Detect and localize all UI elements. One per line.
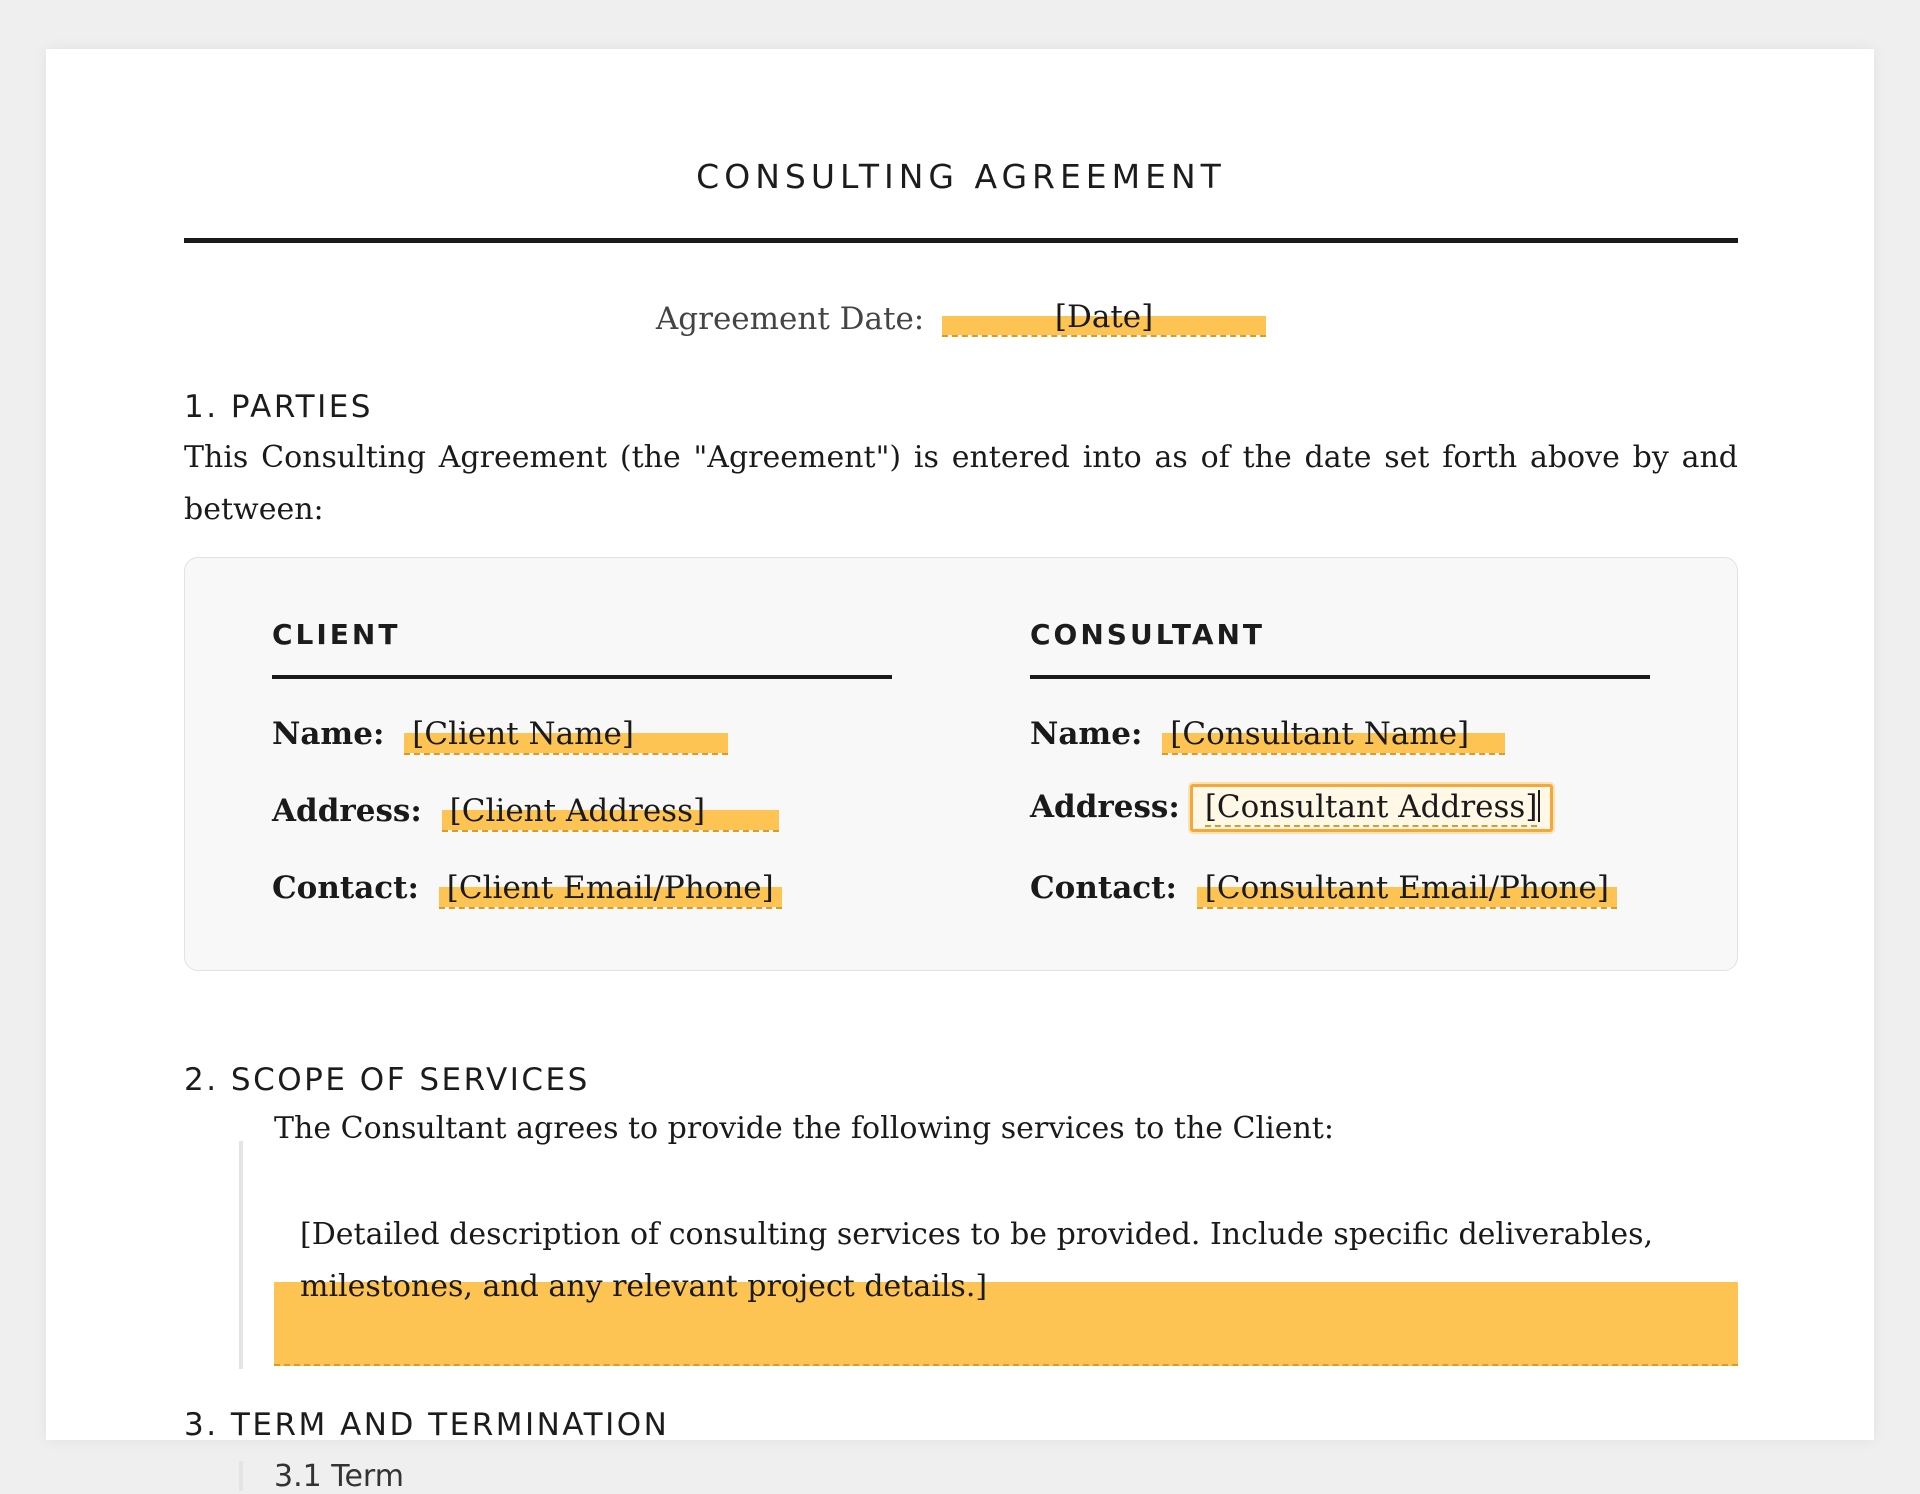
consultant-name-row xyxy=(1030,716,1505,755)
client-name-row xyxy=(272,716,728,755)
client-name-field[interactable]: [Client Name] xyxy=(404,717,728,755)
agreement-date-label: Agreement Date: xyxy=(655,300,925,337)
consultant-name-field[interactable]: [Consultant Name] xyxy=(1162,717,1505,755)
client-address-field[interactable]: [Client Address] xyxy=(442,794,779,832)
consultant-divider xyxy=(1030,675,1650,679)
parties-intro-paragraph: This Consulting Agreement (the "Agreement") is entered into as of the date set forth above by and between: xyxy=(184,440,1738,527)
client-name-label: Name: xyxy=(272,716,385,752)
client-contact-field[interactable]: [Client Email/Phone] xyxy=(439,871,782,909)
agreement-date-row xyxy=(184,299,1738,337)
consultant-address-row xyxy=(1030,784,1553,832)
agreement-date-field[interactable]: [Date] xyxy=(942,300,1266,338)
consultant-address-field[interactable] xyxy=(1190,784,1554,832)
scope-left-bar xyxy=(239,1141,243,1369)
client-address-row xyxy=(272,793,779,832)
client-contact-label: Contact: xyxy=(272,870,419,906)
consultant-address-label: Address: xyxy=(1030,789,1180,825)
document-title: CONSULTING AGREEMENT xyxy=(696,157,1226,196)
parties-box xyxy=(184,557,1738,971)
section-heading-scope: 2. SCOPE OF SERVICES xyxy=(184,1062,590,1098)
consultant-name-label: Name: xyxy=(1030,716,1143,752)
consultant-contact-field[interactable]: [Consultant Email/Phone] xyxy=(1197,871,1617,909)
consultant-title: CONSULTANT xyxy=(1030,618,1266,651)
section-heading-term: 3. TERM AND TERMINATION xyxy=(184,1407,670,1443)
consultant-address-value: [Consultant Address] xyxy=(1204,789,1538,825)
scope-description-field[interactable]: [Detailed description of consulting services to be provided. Include specific deliverables, milestones, and any relevant project details.] xyxy=(300,1217,1654,1304)
term-subheading: 3.1 Term xyxy=(274,1459,404,1494)
consultant-contact-label: Contact: xyxy=(1030,870,1177,906)
client-divider xyxy=(272,675,892,679)
consultant-contact-row xyxy=(1030,870,1617,909)
section-heading-parties: 1. PARTIES xyxy=(184,389,373,425)
client-contact-row xyxy=(272,870,782,909)
scope-description-block[interactable] xyxy=(274,1209,1738,1366)
title-divider xyxy=(184,238,1738,243)
document-page xyxy=(46,49,1874,1494)
client-address-label: Address: xyxy=(272,793,422,829)
text-caret xyxy=(1538,790,1540,822)
term-left-bar xyxy=(239,1461,243,1491)
scope-intro-text: The Consultant agrees to provide the following services to the Client: xyxy=(274,1111,1334,1146)
client-title: CLIENT xyxy=(272,618,401,651)
